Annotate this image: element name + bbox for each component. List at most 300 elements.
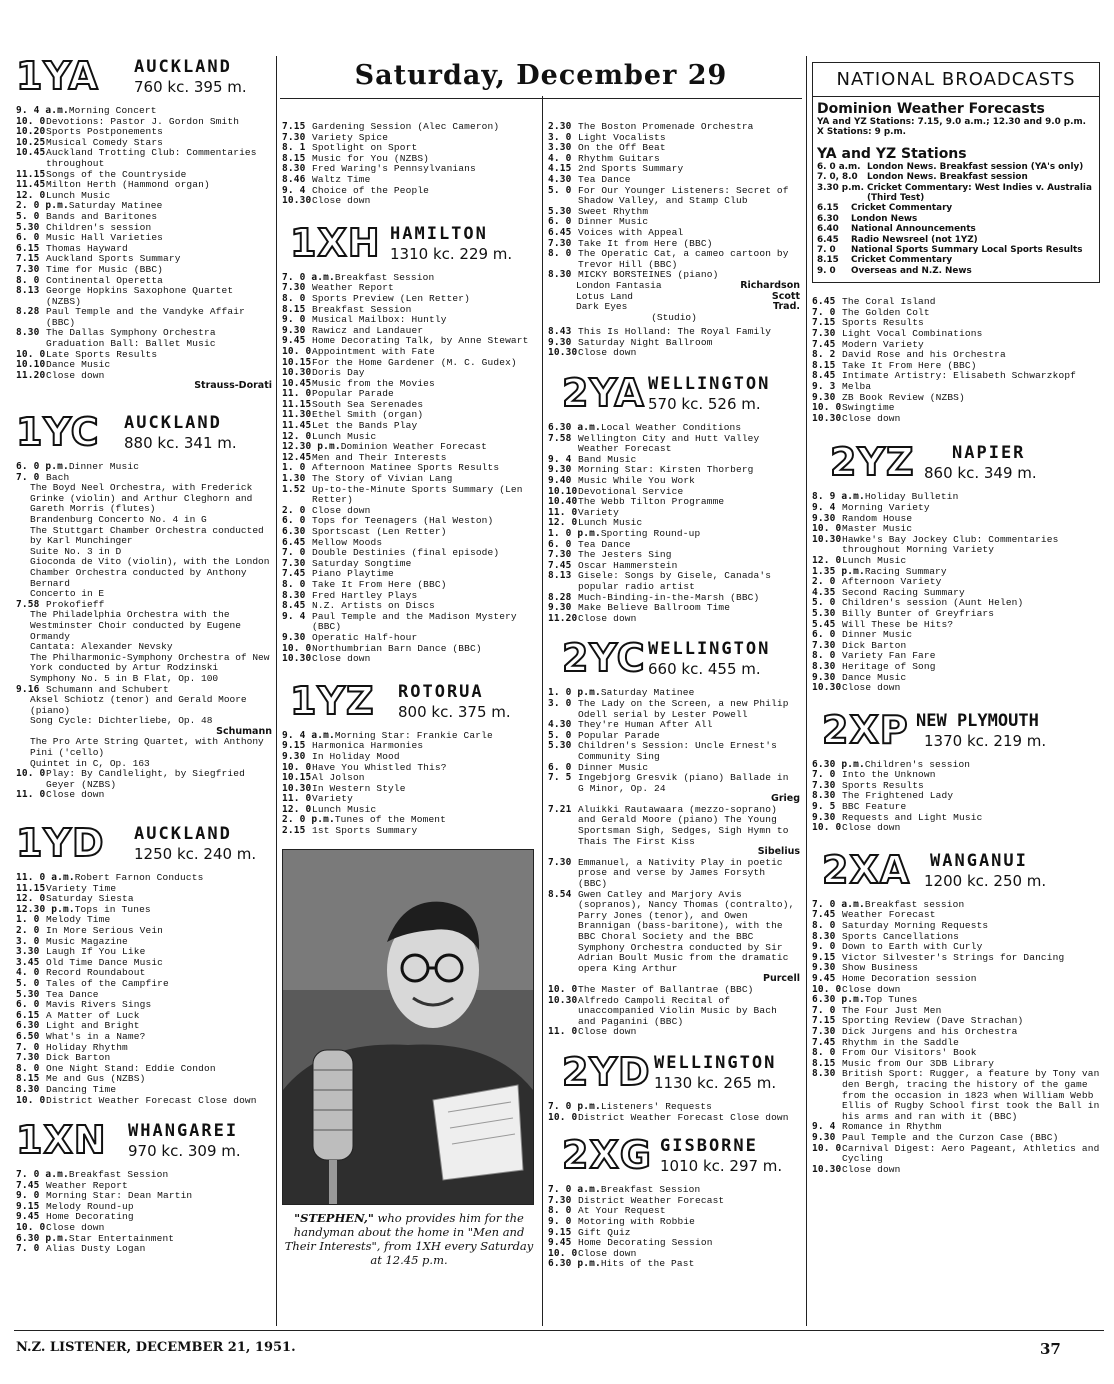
programme-row xyxy=(548,805,800,847)
station-header-1yd xyxy=(16,823,272,869)
programme-time: 3.30 xyxy=(16,946,40,958)
station-freq: 880 kc. 341 m. xyxy=(124,434,237,453)
programme-time: 4. 0 xyxy=(16,967,40,979)
programme-title: Afternoon Matinee Sports Results xyxy=(312,462,500,474)
programme-title: Hawke's Bay Jockey Club: Commentaries throughout Morning Variety xyxy=(842,533,1059,556)
listing-2ya-continued-2 xyxy=(548,327,800,359)
programme-time: 6. 0 xyxy=(548,216,572,228)
programme-title: Bands and Baritones xyxy=(46,210,158,222)
programme-time: 10.10 xyxy=(548,485,578,497)
programme-time: 9.15 xyxy=(812,951,836,963)
programme-title: Late Sports Results xyxy=(46,348,158,360)
programme-time: 2. 0 xyxy=(16,925,40,936)
programme-row xyxy=(282,294,536,305)
programme-time: 11.45 xyxy=(282,420,312,432)
programme-title: Morning Star: Dean Martin xyxy=(46,1190,193,1202)
programme-title: Musical Comedy Stars xyxy=(46,136,164,148)
national-title: NATIONAL BROADCASTS xyxy=(836,69,1076,90)
national-time: 7. 0, 8.0 xyxy=(817,172,858,183)
programme-time: 9. 0 xyxy=(16,1190,40,1202)
listing-2ya xyxy=(548,423,800,624)
programme-title: On the Off Beat xyxy=(578,142,666,154)
programme-title: Tea Dance xyxy=(578,173,631,185)
programme-time: 6.15 xyxy=(16,242,40,254)
programme-time: 8. 0 xyxy=(812,1047,836,1059)
programme-time: 10.30 xyxy=(548,347,578,359)
programme-time: 8. 0 xyxy=(548,1205,572,1217)
call-sign: 2YD xyxy=(562,1049,651,1094)
programme-time: 6.45 xyxy=(282,536,306,548)
programme-row xyxy=(548,1102,800,1113)
programme-time: 7. 0 xyxy=(16,1041,40,1053)
programme-time: 6. 0 p.m. xyxy=(16,461,69,473)
programme-time: 9. 0 xyxy=(548,1215,572,1227)
programme-title: Breakfast Session xyxy=(334,271,435,283)
programme-time: 7. 0 a.m. xyxy=(282,271,335,283)
programme-row xyxy=(16,307,272,328)
programme-time: 6.30 p.m. xyxy=(812,758,865,770)
programme-row xyxy=(548,741,800,762)
programme-title: Oscar Hammerstein xyxy=(578,559,678,571)
programme-title: Make Believe Ballroom Time xyxy=(578,602,731,614)
programme-title: Home Decorating Session xyxy=(578,1237,713,1249)
programme-time: 2. 0 p.m. xyxy=(282,814,335,826)
programme-time: 7.30 xyxy=(812,328,836,340)
call-sign: 1XH xyxy=(290,220,381,265)
programme-title: In More Serious Vein xyxy=(46,925,164,936)
programme-time: 10.40 xyxy=(548,496,578,508)
programme-row xyxy=(812,503,1100,514)
programme-time: 7. 0 a.m. xyxy=(812,898,865,910)
programme-time: 9.30 xyxy=(282,631,306,643)
programme-title: Voices with Appeal xyxy=(578,226,684,238)
programme-title: Operatic Half-hour xyxy=(312,631,418,643)
programme-row xyxy=(548,1217,800,1228)
programme-title: Laugh If You Like xyxy=(46,946,146,958)
programme-title: From Our Visitors' Book xyxy=(842,1047,977,1059)
programme-time: 9.30 xyxy=(548,464,572,476)
programme-title: Morning Star: Kirsten Thorberg xyxy=(578,464,754,476)
programme-title: Top Tunes xyxy=(864,994,918,1006)
programme-time: 6.50 xyxy=(16,1030,40,1042)
programme-time: 8.30 xyxy=(812,930,836,942)
programme-time: 5. 0 xyxy=(548,184,572,196)
call-sign: 2XG xyxy=(562,1133,652,1178)
national-time: 3.30 p.m. xyxy=(817,182,864,193)
programme-row xyxy=(16,1096,272,1107)
national-item xyxy=(817,266,1095,276)
call-sign: 1XN xyxy=(16,1118,107,1163)
programme-time: 7.30 xyxy=(548,237,572,249)
programme-title: Melody Round-up xyxy=(46,1200,134,1212)
programme-time: 9.45 xyxy=(548,1237,572,1249)
programme-row xyxy=(548,571,800,592)
programme-row xyxy=(282,175,536,186)
programme-title: Play: By Candlelight, by Siegfried Geyer (NZBS) xyxy=(46,768,245,790)
programme-note: The Stuttgart Chamber Orchestra conducted by Karl Munchinger xyxy=(30,524,264,547)
programme-title: Requests and Light Music xyxy=(842,811,983,823)
programme-title: In Holiday Mood xyxy=(312,750,400,762)
programme-title: Random House xyxy=(842,512,913,524)
programme-title: Tea Dance xyxy=(46,988,99,1000)
listing-2yd xyxy=(548,1102,800,1123)
programme-notes xyxy=(16,737,272,769)
programme-time: 8. 0 xyxy=(812,650,836,662)
programme-title: Ethel Smith (organ) xyxy=(312,409,424,421)
programme-row xyxy=(16,790,272,801)
station-freq: 1010 kc. 297 m. xyxy=(660,1157,783,1176)
programme-title: Men and Their Interests xyxy=(312,451,447,463)
programme-row xyxy=(16,926,272,937)
station-freq: 1130 kc. 265 m. xyxy=(654,1073,777,1092)
programme-row xyxy=(282,654,536,665)
programme-time: 10. 0 xyxy=(812,523,842,535)
weather-line: X Stations: 9 p.m. xyxy=(817,127,906,138)
national-text: Radio Newsreel (not 1YZ) xyxy=(851,234,978,245)
listing-2yc-3 xyxy=(548,858,800,975)
programme-row xyxy=(548,890,800,975)
programme-title: What's in a Name? xyxy=(46,1030,146,1042)
programme-time: 9.30 xyxy=(812,1131,836,1143)
programme-title: Sports Preview (Len Retter) xyxy=(312,292,470,304)
programme-row xyxy=(812,556,1100,567)
programme-title: Music Hall Varieties xyxy=(46,232,164,244)
programme-row xyxy=(16,106,272,117)
programme-time: 7.45 xyxy=(812,1036,836,1048)
station-header-2xp xyxy=(812,707,1100,756)
programme-note: The Philharmonic-Symphony Orchestra of New York conducted by Artur Rodzinski xyxy=(30,651,270,674)
call-sign: 2XA xyxy=(822,847,911,892)
programme-row xyxy=(282,527,536,538)
programme-time: 9. 4 a.m. xyxy=(282,729,335,741)
programme-time: 9.40 xyxy=(548,475,572,487)
programme-title: Me and Gus (NZBS) xyxy=(46,1073,146,1085)
programme-title: Children's session xyxy=(864,758,971,770)
caption-name: "STEPHEN," xyxy=(294,1210,374,1225)
programme-row xyxy=(812,535,1100,556)
programme-time: 3. 0 xyxy=(548,697,572,709)
programme-row xyxy=(812,1027,1100,1038)
programme-title: Home Decorating Talk, by Anne Stewart xyxy=(312,335,529,347)
programme-title: Variety Fan Fare xyxy=(842,650,936,662)
national-text: National Announcements xyxy=(851,224,976,235)
programme-time: 10.30 xyxy=(282,653,312,665)
programme-time: 7.45 xyxy=(282,568,306,580)
programme-title: Harmonica Harmonies xyxy=(312,740,424,752)
programme-row xyxy=(812,414,1100,425)
station-name: AUCKLAND xyxy=(124,413,222,434)
programme-title: Songs of the Countryside xyxy=(46,168,187,180)
programme-title: At Your Request xyxy=(578,1205,666,1217)
national-broadcasts-box xyxy=(812,62,1100,283)
programme-time: 1. 0 xyxy=(16,914,40,926)
programme-title: Milton Herth (Hammond organ) xyxy=(46,179,210,191)
station-header-2yz xyxy=(812,442,1100,488)
national-item xyxy=(817,183,1095,204)
programme-title: Master Music xyxy=(842,523,913,535)
programme-time: 8. 0 xyxy=(16,1062,40,1074)
programme-time: 12.30 p.m. xyxy=(282,441,341,453)
listing-2xa xyxy=(812,900,1100,1175)
listing-2yc-2 xyxy=(548,805,800,847)
programme-time: 6. 0 xyxy=(548,538,572,550)
programme-title: David Rose and his Orchestra xyxy=(842,349,1006,361)
programme-title: Intimate Artistry: Elisabeth Schwarzkopf xyxy=(842,370,1077,382)
weather-heading: Dominion Weather Forecasts xyxy=(817,101,1045,117)
programme-time: 3.45 xyxy=(16,956,40,968)
programme-title: Mellow Moods xyxy=(312,536,383,548)
programme-title: George Hopkins Saxophone Quartet (NZBS) xyxy=(46,285,234,307)
programme-time: 10. 0 xyxy=(282,642,312,654)
programme-time: 9.30 xyxy=(548,336,572,348)
station-name: HAMILTON xyxy=(390,223,488,244)
programme-time: 10. 0 xyxy=(812,402,842,414)
programme-row xyxy=(812,1069,1100,1122)
programme-row xyxy=(548,249,800,270)
programme-time: 9.45 xyxy=(282,335,306,347)
programme-time: 7.45 xyxy=(812,909,836,921)
programme-title: The Four Just Men xyxy=(842,1004,942,1016)
programme-title: Continental Operetta xyxy=(46,274,164,286)
programme-row xyxy=(16,265,272,276)
call-sign: 1YD xyxy=(16,821,105,866)
programme-title: Paul Temple and the Curzon Case (BBC) xyxy=(842,1131,1059,1143)
programme-title: Close down xyxy=(842,983,901,995)
programme-time: 7.30 xyxy=(548,856,572,868)
programme-title: One Night Stand: Eddie Condon xyxy=(46,1062,216,1074)
programme-time: 7.21 xyxy=(548,803,572,815)
programme-title: Saturday Morning Requests xyxy=(842,920,989,932)
programme-row xyxy=(548,858,800,890)
programme-title: Take It From Here (BBC) xyxy=(312,578,447,590)
programme-time: 8.15 xyxy=(812,1057,836,1069)
programme-time: 4.35 xyxy=(812,586,836,598)
programme-title: Auckland Sports Summary xyxy=(46,253,181,265)
column-2 xyxy=(282,0,536,1267)
programme-note: Concerto in E xyxy=(30,588,105,600)
programme-time: 7. 0 xyxy=(812,1004,836,1016)
programme-row xyxy=(282,347,536,358)
programme-title: A Matter of Luck xyxy=(46,1009,140,1021)
programme-row xyxy=(282,612,536,633)
station-name: WELLINGTON xyxy=(648,374,771,395)
programme-title: Sports Cancellations xyxy=(842,930,960,942)
programme-time: 11. 0 xyxy=(282,793,312,805)
programme-title: Second Racing Summary xyxy=(842,586,965,598)
programme-title: Lunch Music xyxy=(46,189,111,201)
station-name: NAPIER xyxy=(952,443,1026,464)
programme-title: Ingebjorg Gresvik (piano) Ballade in G Minor, Op. 24 xyxy=(578,772,789,794)
programme-time: 7. 0 xyxy=(812,769,836,781)
national-item xyxy=(817,224,1095,234)
programme-title: Children's session (Aunt Helen) xyxy=(842,597,1024,609)
programme-time: 6.30 a.m. xyxy=(548,422,601,434)
programme-title: Children's session xyxy=(46,221,152,233)
programme-time: 1. 0 xyxy=(282,462,306,474)
programme-title: British Sport: Rugger, a feature by Tony van den Bergh, tracing the history of the game from the occasion in 1823 when William Webb Ellis of Rugby School first took the Ball in his arms and ran with it (BBC) xyxy=(842,1068,1100,1122)
programme-row xyxy=(548,1259,800,1270)
programme-title: Romance in Rhythm xyxy=(842,1121,942,1133)
programme-time: 4.30 xyxy=(548,173,572,185)
programme-row xyxy=(548,985,800,996)
call-sign: 2XP xyxy=(822,707,909,752)
programme-title: Let the Bands Play xyxy=(312,420,418,432)
listing-1xn xyxy=(16,1170,272,1255)
programme-title: Breakfast session xyxy=(864,898,965,910)
station-header-1xh xyxy=(282,220,536,269)
composer: Strauss-Dorati xyxy=(194,380,272,392)
programme-time: 6.15 xyxy=(16,1009,40,1021)
programme-note: Song Cycle: Dichterliebe, Op. 48 xyxy=(30,715,213,727)
programme-title: Sports Results xyxy=(842,317,924,329)
programme-time: 8.30 xyxy=(282,589,306,601)
programme-time: 6.45 xyxy=(548,226,572,238)
programme-title: Saturday Matinee xyxy=(68,200,163,212)
programme-note: Brandenburg Concerto No. 4 in G xyxy=(30,514,207,525)
programme-title: Victor Silvester's Strings for Dancing xyxy=(842,951,1065,963)
programme-time: 9. 0 xyxy=(812,941,836,953)
programme-title: Close down xyxy=(312,195,371,207)
programme-time: 12. 0 xyxy=(282,430,312,442)
column-1 xyxy=(16,0,272,1255)
programme-title: Dinner Music xyxy=(68,461,140,473)
programme-time: 4.15 xyxy=(548,163,572,175)
programme-title: Close down xyxy=(842,412,901,424)
national-text: Cricket Commentary xyxy=(851,255,953,266)
programme-title: Aluikki Rautawaara (mezzo-soprano) and Gerald Moore (piano) The Young Sportsman Sigh, Sedges, Sigh Hymn to Thais The First Kiss xyxy=(578,803,789,847)
footer-rule xyxy=(14,1330,1104,1331)
call-sign: 2YC xyxy=(562,636,646,681)
weather-line: YA and YZ Stations: 7.15, 9.0 a.m.; 12.30 and 9.0 p.m. xyxy=(817,117,1086,127)
programme-time: 8. 0 xyxy=(548,248,572,260)
station-name: WELLINGTON xyxy=(648,639,771,660)
programme-row xyxy=(548,1113,800,1124)
listing-1xh-continued xyxy=(282,122,536,207)
programme-title: Tunes of the Moment xyxy=(334,814,446,826)
national-time: 6.40 xyxy=(817,224,839,235)
programme-row xyxy=(812,1165,1100,1176)
studio-note: (Studio) xyxy=(651,311,697,323)
programme-time: 2. 0 p.m. xyxy=(16,200,69,212)
programme-title: Sweet Rhythm xyxy=(578,205,649,217)
programme-time: 7.30 xyxy=(812,1025,836,1037)
programme-row xyxy=(16,769,272,790)
programme-time: 8.30 xyxy=(812,790,836,802)
programme-title: 1st Sports Summary xyxy=(312,825,418,837)
programme-time: 8.15 xyxy=(282,152,306,164)
programme-title: Sports Results xyxy=(842,779,924,791)
programme-title: Alfredo Campoli Recital of unaccompanied Violin Music by Bach and Paganini (BBC) xyxy=(578,994,777,1027)
photo-caption xyxy=(282,1211,536,1267)
borsteines-items xyxy=(548,281,800,313)
programme-time: 12. 0 xyxy=(16,189,46,201)
national-text: Cricket Commentary: West Indies v. Australia (Third Test) xyxy=(867,182,1092,204)
programme-title: Dance Music xyxy=(46,359,111,371)
programme-time: 8.45 xyxy=(812,370,836,382)
programme-title: Saturday Siesta xyxy=(46,893,134,905)
programme-time: 10.45 xyxy=(282,377,312,389)
programme-time: 5.30 xyxy=(548,205,572,217)
listing-1ya xyxy=(16,106,272,381)
programme-title: Melba xyxy=(842,381,872,393)
programme-time: 5.30 xyxy=(812,607,836,619)
programme-time: 9. 4 xyxy=(812,502,836,513)
programme-title: Morning Star: Frankie Carle xyxy=(334,729,493,741)
programme-time: 6. 0 xyxy=(548,761,572,773)
programme-row xyxy=(282,485,536,506)
national-item xyxy=(817,235,1095,245)
programme-time: 10. 0 xyxy=(16,348,46,360)
national-text: Overseas and N.Z. News xyxy=(851,265,972,276)
programme-title: Home Decoration session xyxy=(842,973,977,984)
programme-note: Suite No. 3 in D xyxy=(30,545,122,557)
page-number: 37 xyxy=(1040,1340,1061,1358)
piece-title: Lotus Land xyxy=(576,290,634,302)
programme-time: 2.15 xyxy=(282,825,306,837)
programme-title: 2nd Sports Summary xyxy=(578,163,684,175)
programme-time: 1. 0 p.m. xyxy=(548,687,601,699)
programme-title: The Boston Promenade Orchestra xyxy=(578,121,754,132)
programme-time: 6.30 xyxy=(282,526,306,537)
station-header-1yz xyxy=(282,678,536,727)
programme-title: Close down xyxy=(578,347,637,359)
programme-time: 10. 0 xyxy=(548,1111,578,1123)
programme-time: 9.30 xyxy=(812,811,836,823)
programme-time: 7. 0 a.m. xyxy=(548,1184,601,1196)
programme-note: Gioconda de Vito (violin), with the London Chamber Orchestra conducted by Anthony Bernard xyxy=(30,556,270,589)
programme-time: 10. 0 xyxy=(812,1142,842,1154)
programme-time: 9.30 xyxy=(282,324,306,336)
programme-title: Afternoon Variety xyxy=(842,576,942,588)
programme-title: Spotlight on Sport xyxy=(312,142,418,154)
station-freq: 1370 kc. 219 m. xyxy=(924,731,1047,750)
programme-row xyxy=(16,212,272,223)
programme-time: 3.30 xyxy=(548,142,572,154)
programme-time: 7.15 xyxy=(812,1015,836,1027)
programme-time: 11. 0 xyxy=(282,388,312,400)
programme-title: The Lady on the Screen, a new Philip Odell serial by Lester Powell xyxy=(578,697,789,720)
national-time: 6.45 xyxy=(817,234,839,245)
programme-time: 10.45 xyxy=(16,147,46,159)
programme-title: Record Roundabout xyxy=(46,967,146,979)
programme-time: 10. 0 xyxy=(282,345,312,357)
programme-title: Waltz Time xyxy=(312,173,371,185)
station-header-1yc xyxy=(16,412,272,458)
programme-time: 7. 0 xyxy=(812,306,836,318)
programme-title: Children's Session: Uncle Ernest's Community Sing xyxy=(578,740,777,762)
programme-time: 12.45 xyxy=(282,451,312,463)
programme-time: 10.30 xyxy=(282,367,312,379)
programme-title: Take It from Here (BBC) xyxy=(578,237,713,249)
programme-row xyxy=(812,662,1100,673)
programme-title: The Webb Tilton Programme xyxy=(578,496,725,508)
programme-time: 9. 4 xyxy=(282,184,306,196)
station-header-1ya xyxy=(16,56,272,102)
national-text: London News. Breakfast session (YA's only) xyxy=(867,161,1084,172)
station-name: WANGANUI xyxy=(930,850,1028,871)
programme-title: Mavis Rivers Sings xyxy=(46,999,152,1011)
programme-note: Symphony No. 5 in B Flat, Op. 100 xyxy=(30,672,219,684)
programme-row xyxy=(812,683,1100,694)
column-rule xyxy=(276,56,277,1326)
programme-title: Rhythm Guitars xyxy=(578,152,660,164)
programme-title: Sporting Round-up xyxy=(600,528,701,539)
station-name: WELLINGTON xyxy=(654,1052,777,1073)
programme-title: Popular Parade xyxy=(312,388,394,400)
listing-1yc-4 xyxy=(16,769,272,801)
programme-title: Doris Day xyxy=(312,367,365,379)
programme-time: 7.30 xyxy=(16,1052,40,1064)
